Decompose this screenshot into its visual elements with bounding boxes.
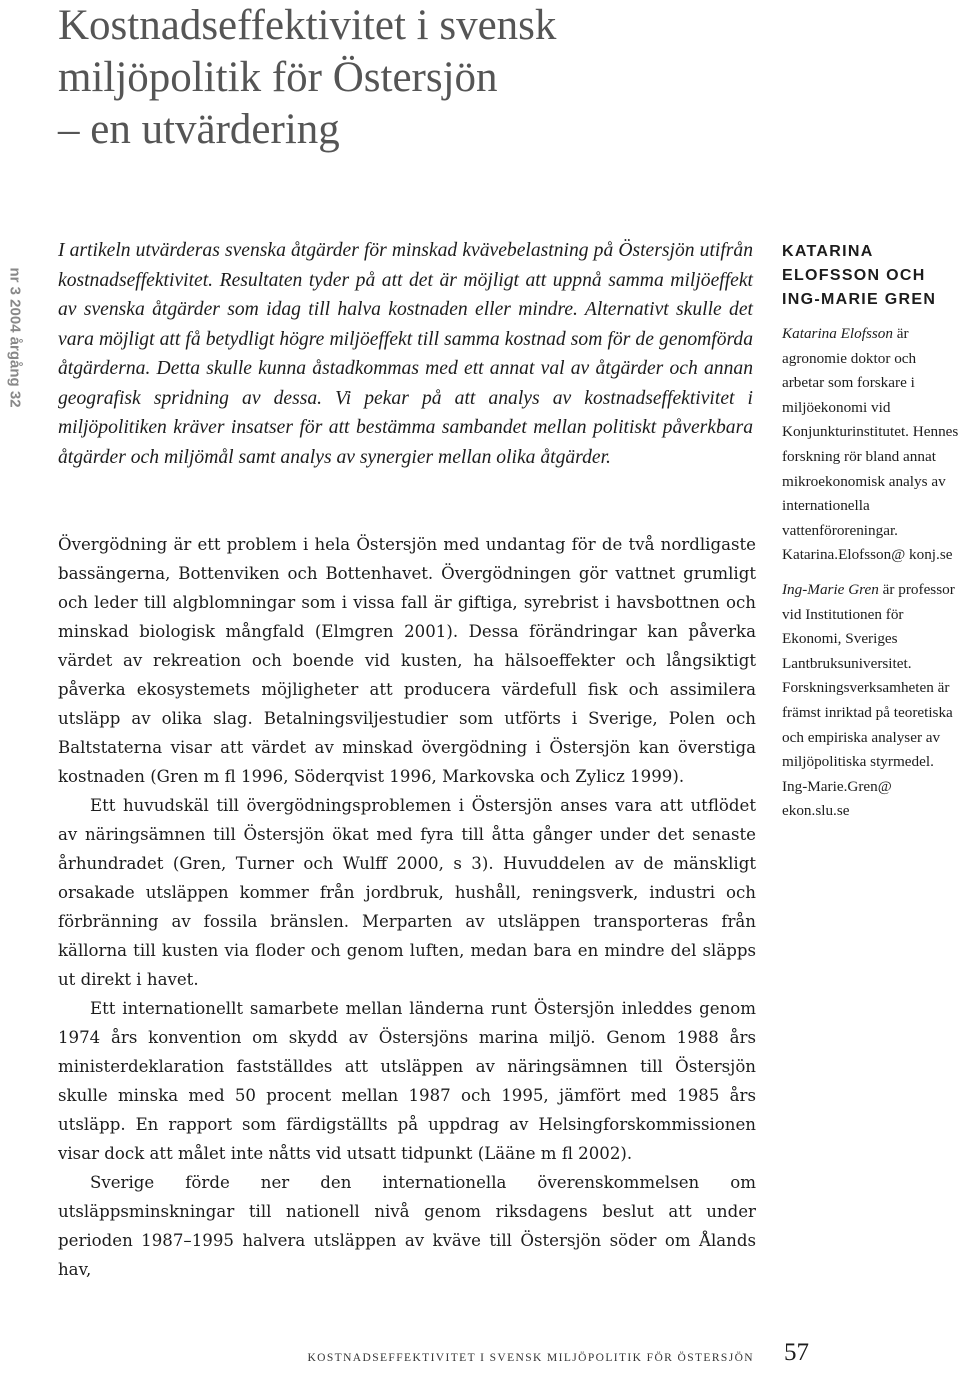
page-number: 57 <box>784 1339 809 1366</box>
title-line-2: miljöpolitik för Östersjön <box>58 54 498 101</box>
title-line-1: Kostnadseffektivitet i svensk <box>58 2 557 49</box>
author-name-1: Katarina Elofsson <box>782 325 893 342</box>
author-heading: KATARINA ELOFSSON OCH ING-MARIE GREN <box>782 243 937 308</box>
body-paragraph-3: Ett internationellt samarbete mellan länderna runt Östersjön inleddes genom 1974 års konvention om skydd av Östersjöns marina miljö. Genom 1988 års ministerdeklaration fastställdes att utsläppen av näringsämnen till Östersjön skulle minska med 50 procent mellan 1987 och 1995, jämfört med 1985 års utsläpp. En rapport som färdigställts på uppdrag av Helsingforskommissionen visar dock att målet inte nåtts vid utsatt tidpunkt (Lääne m fl 2002). <box>58 999 756 1163</box>
author-bio-2 <box>782 578 960 824</box>
author-bio-1 <box>782 322 960 568</box>
author-bio-1-text: är agronomie doktor och arbetar som forskare i miljöekonomi vid Konjunkturinstitutet. Hennes forskning rör bland annat mikroekonomisk analys av internationella vattenföroreningar. Katarina.Elofsson@ konj.se <box>782 325 959 564</box>
author-sidebar <box>782 240 960 834</box>
body-paragraph-2: Ett huvudskäl till övergödningsproblemen i Östersjön anses vara att utflödet av näringsämnen till Östersjön ökat med fyra till åtta gånger under det senaste århundradet (Gren, Turner och Wulff 2000, s 3). Huvuddelen av de mänskligt orsakade utsläppen kommer från jordbruk, hushåll, reningsverk, industri och förbränning av fossila bränslen. Merparten av utsläppen transporteras från källorna till kusten via floder och genom luften, medan bara en mindre del släpps ut direkt i havet. <box>58 796 756 989</box>
title-line-3: – en utvärdering <box>58 106 340 153</box>
running-footer: KOSTNADSEFFEKTIVITET I SVENSK MILJÖPOLITIK FÖR ÖSTERSJÖN <box>307 1352 754 1364</box>
article-title <box>58 0 758 156</box>
body-text <box>58 530 756 1284</box>
body-paragraph-1: Övergödning är ett problem i hela Östersjön med undantag för de två nordligaste bassängerna, Bottenviken och Bottenhavet. Övergödningen gör vattnet grumligt och leder till algblomningar som i vissa fall är giftiga, syrebrist i havsbottnen och minskad biologisk mångfald (Elmgren 2001). Dessa förändringar kan påverka värdet av rekreation och boende vid kusten, ha hälsoeffekter och långsiktigt påverka ekosystemets möjligheter att producera värdefull fisk och assimilera utsläpp av olika slag. Betalningsviljestudier som utförts i Sverige, Polen och Baltstaterna visar att värdet av minskad övergödning i Östersjön kan överstiga kostnaden (Gren m fl 1996, Söderqvist 1996, Markovska och Zylicz 1999). <box>58 535 756 786</box>
abstract: I artikeln utvärderas svenska åtgärder för minskad kvävebelastning på Östersjön utifrån kostnadseffektivitet. Resultaten tyder på att det är möjligt att uppnå samma miljöeffekt av svenska åtgärder som idag till halva kostnaden eller mindre. Alternativt skulle det vara möjligt att få betydligt högre miljöeffekt till samma kostnad som för de genomförda åtgärderna. Detta skulle kunna åstadkommas med ett annat val av åtgärder och annan geografisk spridning av dessa. Vi pekar på att analys av kostnadseffektivitet i miljöpolitiken kräver insatser för att bestämma sambandet mellan politiskt påverkbara åtgärder och miljömål samt analys av synergier mellan olika åtgärder. <box>58 240 753 468</box>
body-paragraph-4: Sverige förde ner den internationella överenskommelsen om utsläppsminskningar till nationell nivå genom riksdagens beslut att under perioden 1987–1995 halvera utsläppen av kväve till Östersjön söder om Ålands hav, <box>58 1173 756 1279</box>
author-bio-2-text: är professor vid Institutionen för Ekonomi, Sveriges Lantbruksuniversitet. Forskningsverksamheten är främst inriktad på teoretiska och empiriska analyser av miljöpolitiska styrmedel. Ing-Marie.Gren@ ekon.slu.se <box>782 580 955 820</box>
author-name-2: Ing-Marie Gren <box>782 580 879 598</box>
issue-label: nr 3 2004 årgång 32 <box>6 267 24 408</box>
